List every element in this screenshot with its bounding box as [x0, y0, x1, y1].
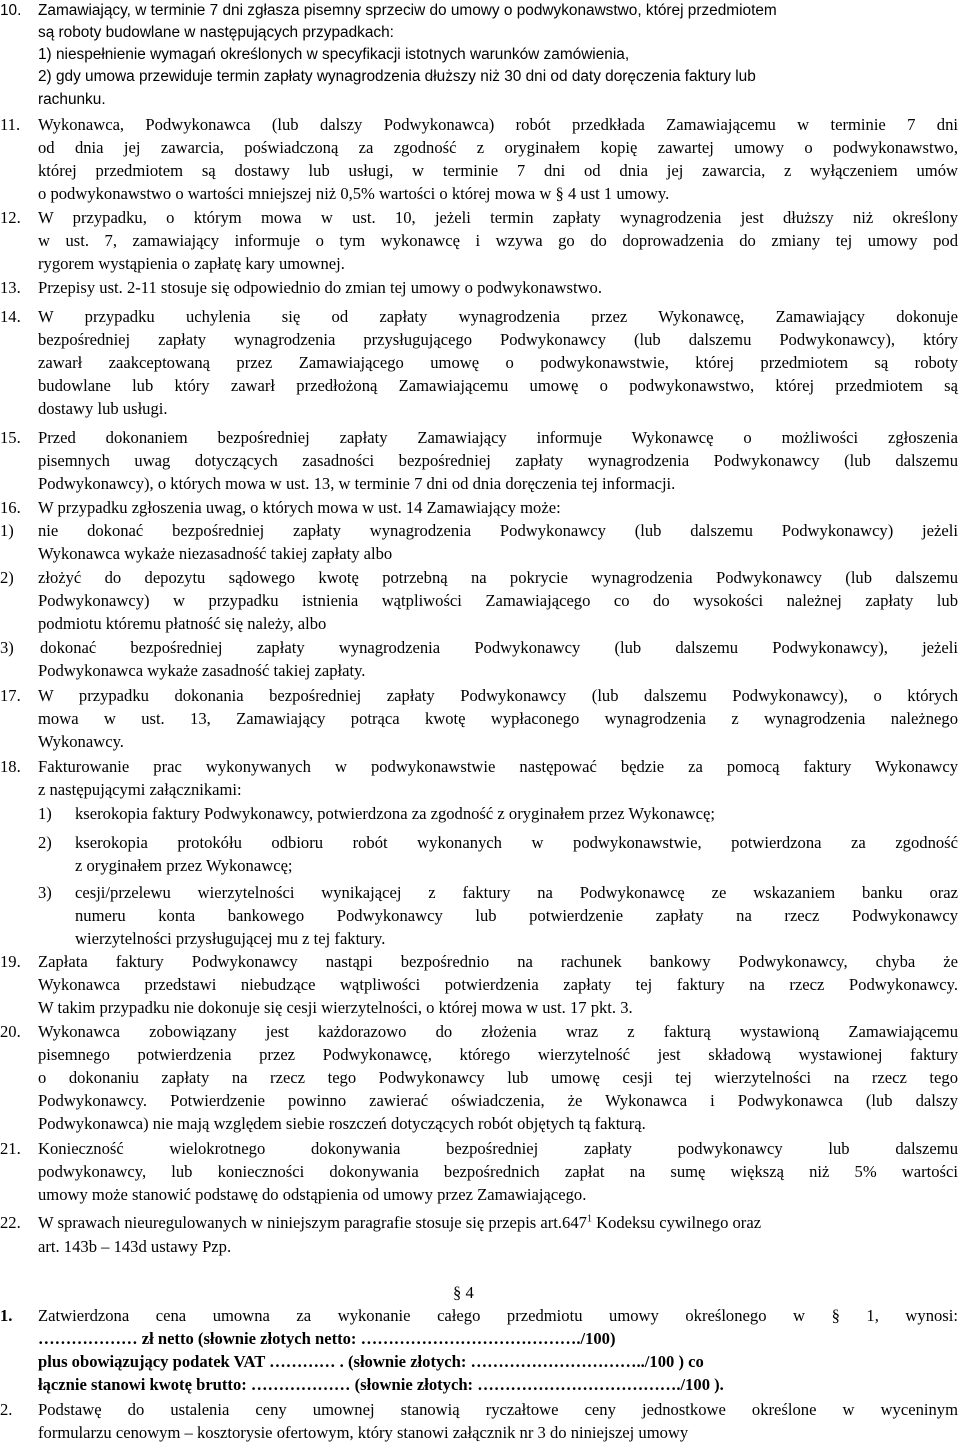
paragraph-number: 10. — [0, 2, 22, 19]
paragraph-number: 17. — [0, 686, 21, 705]
list-item-line: nie dokonać bezpośredniej zapłaty wynagrodzenia Podwykonawcy (lub dalszemu Podwykonawcy) jeżeli — [38, 521, 958, 540]
paragraph-line: pisemnych uwag dotyczących zasadności bezpośredniej zapłaty wynagrodzenia Podwykonawcy (lub dalszemu — [38, 451, 958, 470]
list-item-number: 2) — [38, 833, 52, 852]
paragraph-line: w ust. 7, zamawiający informuje o tym wykonawcę i wzywa go do doprowadzenia do zmiany tej umowy pod — [38, 231, 958, 250]
list-item-line: kserokopia protokółu odbioru robót wykonanych w podwykonawstwie, potwierdzona za zgodność — [75, 833, 958, 852]
section-heading: § 4 — [453, 1283, 474, 1302]
paragraph-line: 2) gdy umowa przewiduje termin zapłaty wynagrodzenia dłuższy niż 30 dni od daty doręczenia faktury lub — [38, 68, 756, 85]
paragraph-line: 1) niespełnienie wymagań określonych w specyfikacji istotnych warunków zamówienia, — [38, 46, 630, 63]
paragraph-line: Fakturowanie prac wykonywanych w podwykonawstwie następować będzie za pomocą faktury Wykonawcy — [38, 757, 958, 776]
paragraph-line: Zapłata faktury Podwykonawcy nastąpi bezpośrednio na rachunek bankowy Podwykonawcy, chyba że — [38, 952, 958, 971]
paragraph-line: podwykonawcy, lub konieczności dokonywania bezpośrednich zapłat na sumę większą niż 5% wartości — [38, 1162, 958, 1181]
paragraph-line: Przed dokonaniem bezpośredniej zapłaty Zamawiający informuje Wykonawcę o możliwości zgłoszenia — [38, 428, 958, 447]
footnote-superscript: 1 — [586, 1213, 592, 1225]
paragraph-line: budowlane lub który zawarł przedłożoną Zamawiającemu umowę o podwykonawstwo, której przedmiotem są — [38, 376, 958, 395]
paragraph-text: W sprawach nieuregulowanych w niniejszym paragrafie stosuje się przepis art.647$^1$ Kodeksu cywilnego oraz — [38, 1213, 762, 1232]
list-item-line: złożyć do depozytu sądowego kwotę potrzebną na pokrycie wynagrodzenia Podwykonawcy (lub dalszemu — [38, 568, 958, 587]
paragraph-number: 22. — [0, 1213, 21, 1232]
list-item-line: numeru konta bankowego Podwykonawcy lub potwierdzenie zapłaty na rzecz Podwykonawcy — [75, 906, 958, 925]
list-item-number: 3) — [38, 883, 52, 902]
price-net-line: ……………… zł netto (słownie złotych netto: …………………………………./100) — [38, 1329, 616, 1348]
paragraph-number: 1. — [0, 1306, 13, 1325]
paragraph-line: Podwykonawcy. Potwierdzenie powinno zawierać oświadczenia, że Wykonawca i Podwykonawca (lub dalszy — [38, 1091, 958, 1110]
paragraph-line: bezpośredniej zapłaty wynagrodzenia przysługującego Podwykonawcy (lub dalszemu Podwykonawcy), który — [38, 330, 958, 349]
paragraph-line: z następującymi załącznikami: — [38, 780, 242, 799]
paragraph-line: Wykonawcy. — [38, 732, 124, 751]
list-item-line: wierzytelności przysługującej mu z tej faktury. — [75, 929, 386, 948]
list-item-number: 3) — [0, 638, 14, 657]
list-item-line: Podwykonawca wykaże zasadność takiej zapłaty. — [38, 661, 366, 680]
paragraph-line: są roboty budowlane w następujących przypadkach: — [38, 24, 394, 41]
list-item-line: Wykonawca wykaże niezasadność takiej zapłaty albo — [38, 544, 393, 563]
paragraph-line: Przepisy ust. 2-11 stosuje się odpowiednio do zmian tej umowy o podwykonawstwo. — [38, 278, 602, 297]
paragraph-line: formularzu cenowym – kosztorysie ofertowym, który stanowi załącznik nr 3 do niniejszej umowy — [38, 1423, 689, 1442]
paragraph-number: 13. — [0, 278, 21, 297]
list-item-line: dokonać bezpośredniej zapłaty wynagrodzenia Podwykonawcy (lub dalszemu Podwykonawcy), jeżeli — [40, 638, 958, 657]
list-item-number: 1) — [38, 804, 52, 823]
paragraph-line: rygorem wystąpienia o zapłatę kary umownej. — [38, 254, 345, 273]
paragraph-line: W przypadku zgłoszenia uwag, o których mowa w ust. 14 Zamawiający może: — [38, 498, 561, 517]
list-item-line: z oryginałem przez Wykonawcę; — [75, 856, 293, 875]
paragraph-line: rachunku. — [38, 91, 106, 108]
paragraph-number: 18. — [0, 757, 21, 776]
paragraph-line: o dokonaniu zapłaty na rzecz tego Podwykonawcy lub umowę cesji tej wierzytelności na rzecz tego — [38, 1068, 958, 1087]
paragraph-line: o podwykonawstwo o wartości mniejszej niż 0,5% wartości o której mowa w § 4 ust 1 umowy. — [38, 184, 670, 203]
paragraph-number: 11. — [0, 115, 21, 134]
list-item-number: 2) — [0, 568, 14, 587]
paragraph-line: Zatwierdzona cena umowna za wykonanie całego przedmiotu umowy określonego w § 1, wynosi: — [38, 1306, 958, 1325]
paragraph-line: Wykonawca przedstawi niebudzące wątpliwości potwierdzenia zapłaty tej faktury na rzecz Podwykonawcy. — [38, 975, 958, 994]
paragraph-line: Zamawiający, w terminie 7 dni zgłasza pisemny sprzeciw do umowy o podwykonawstwo, której przedmiotem — [38, 2, 777, 19]
paragraph-line: umowy może stanowić podstawę do odstąpienia od umowy przez Zamawiającego. — [38, 1185, 587, 1204]
paragraph-line — [38, 1212, 958, 1234]
paragraph-number: 19. — [0, 952, 21, 971]
paragraph-number: 12. — [0, 208, 21, 227]
list-item-line: cesji/przelewu wierzytelności wynikającej z faktury na Podwykonawcę ze wskazaniem banku oraz — [75, 883, 958, 902]
paragraph-line: mowa w ust. 13, Zamawiający potrąca kwotę wypłaconego wynagrodzenia z wynagrodzenia należnego — [38, 709, 958, 728]
paragraph-number: 15. — [0, 428, 21, 447]
list-item-line: Podwykonawcy) w przypadku istnienia wątpliwości Zamawiającego co do wysokości należnej zapłaty lub — [38, 591, 958, 610]
paragraph-line: W takim przypadku nie dokonuje się cesji wierzytelności, o której mowa w ust. 17 pkt. 3. — [38, 998, 633, 1017]
paragraph-number: 21. — [0, 1139, 21, 1158]
price-gross-line: łącznie stanowi kwotę brutto: ……………… (słownie złotych: ………………………………./100 ). — [38, 1375, 724, 1394]
paragraph-line: W przypadku, o którym mowa w ust. 10, jeżeli termin zapłaty wynagrodzenia jest dłuższy niż określony — [38, 208, 958, 227]
paragraph-line: Podwykonawcy), o których mowa w ust. 13, w terminie 7 dni od dnia doręczenia tej informacji. — [38, 474, 676, 493]
list-item-number: 1) — [0, 521, 14, 540]
list-item-line: podmiotu któremu płatność się należy, albo — [38, 614, 327, 633]
paragraph-line: W przypadku uchylenia się od zapłaty wynagrodzenia przez Wykonawcę, Zamawiający dokonuje — [38, 307, 958, 326]
paragraph-line: której przedmiotem są dostawy lub usługi, w terminie 7 dni od dnia jej zawarcia, z wyłączeniem umów — [38, 161, 958, 180]
paragraph-line: Konieczność wielokrotnego dokonywania bezpośredniej zapłaty podwykonawcy lub dalszemu — [38, 1139, 958, 1158]
paragraph-line: pisemnego potwierdzenia przez Podwykonawcę, którego wierzytelność jest składową wystawionej faktury — [38, 1045, 958, 1064]
paragraph-line: art. 143b – 143d ustawy Pzp. — [38, 1237, 232, 1256]
paragraph-line: od dnia jej zawarcia, poświadczoną za zgodność z oryginałem kopię zawartej umowy o podwykonawstwo, — [38, 138, 958, 157]
price-vat-line: plus obowiązujący podatek VAT ………… . (słownie złotych: …………………………../100 ) co — [38, 1352, 704, 1371]
paragraph-line: Podwykonawca) nie mają względem siebie roszczeń dotyczących robót objętych tą fakturą. — [38, 1114, 646, 1133]
paragraph-number: 14. — [0, 307, 21, 326]
paragraph-number: 2. — [0, 1400, 13, 1419]
paragraph-line: zawarł zaakceptowaną przez Zamawiającego umowę o podwykonawstwie, której przedmiotem są roboty — [38, 353, 958, 372]
paragraph-line: W przypadku dokonania bezpośredniej zapłaty Podwykonawcy (lub dalszemu Podwykonawcy), o których — [38, 686, 958, 705]
paragraph-number: 16. — [0, 498, 21, 517]
paragraph-line: Podstawę do ustalenia ceny umownej stanowią ryczałtowe ceny jednostkowe określone w wyceninym — [38, 1400, 958, 1419]
paragraph-line: Wykonawca, Podwykonawca (lub dalszy Podwykonawca) robót przedkłada Zamawiającemu w terminie 7 dni — [38, 115, 958, 134]
paragraph-line: dostawy lub usługi. — [38, 399, 168, 418]
paragraph-line: Wykonawca zobowiązany jest każdorazowo do złożenia wraz z fakturą wystawioną Zamawiającemu — [38, 1022, 958, 1041]
list-item-line: kserokopia faktury Podwykonawcy, potwierdzona za zgodność z oryginałem przez Wykonawcę; — [75, 804, 715, 823]
paragraph-number: 20. — [0, 1022, 21, 1041]
